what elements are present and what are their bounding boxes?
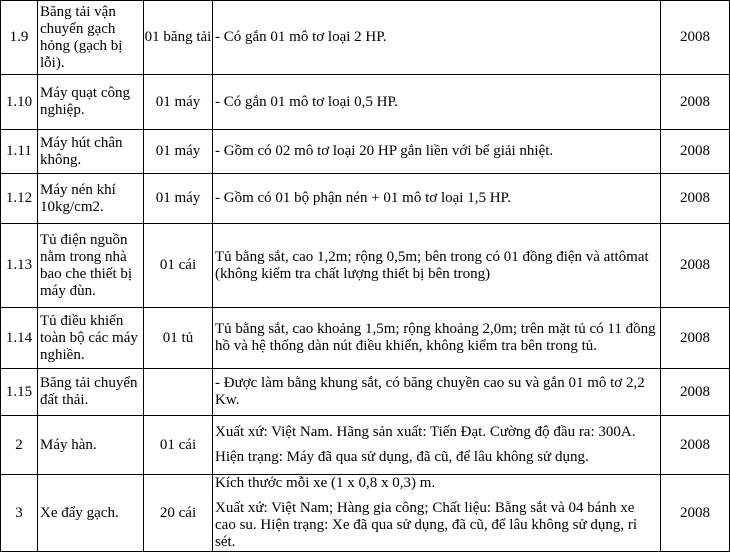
item-quantity: 01 tủ [144,308,213,369]
item-name: Máy nén khí 10kg/cm2. [38,174,144,224]
description-line: Xuất xứ: Việt Nam; Hàng gia công; Chất liệu: Bằng sắt và 04 bánh xe cao su. Hiện trạng: Xe đã qua sử dụng, đã cũ, để lâu không sử dụng, rỉ sét. [215,500,637,550]
item-quantity: 01 máy [144,130,213,174]
table-row [1,174,730,224]
description-line: - Được làm bằng khung sắt, có băng chuyền cao su và gắn 01 mô tơ 2,2 Kw. [215,375,645,408]
row-number: 1.11 [1,130,38,174]
item-year: 2008 [661,174,730,224]
item-name: Xe đẩy gạch. [38,475,144,552]
description-line: Hiện trạng: Máy đã qua sử dụng, đã cũ, để lâu không sử dụng. [215,449,589,465]
item-year: 2008 [661,369,730,416]
description-line: - Gồm có 01 bộ phận nén + 01 mô tơ loại 1,5 HP. [215,190,511,206]
item-name: Tủ điện nguồn nằm trong nhà bao che thiết bị máy đùn. [38,224,144,308]
table-row [1,416,730,475]
table-row [1,130,730,174]
description-line: Xuất xứ: Việt Nam. Hãng sản xuất: Tiến Đạt. Cường độ đầu ra: 300A. [215,424,636,440]
row-number: 1.12 [1,174,38,224]
item-quantity: 01 máy [144,75,213,130]
item-year: 2008 [661,1,730,75]
table-row [1,224,730,308]
item-quantity: 01 cái [144,416,213,475]
item-year: 2008 [661,130,730,174]
item-description [213,75,661,130]
item-description [213,369,661,416]
item-quantity: 01 cái [144,224,213,308]
item-name: Băng tải vận chuyển gạch hỏng (gạch bị lỗi). [38,1,144,75]
row-number: 3 [1,475,38,552]
table-row [1,308,730,369]
item-description [213,475,661,552]
row-number: 2 [1,416,38,475]
item-year: 2008 [661,224,730,308]
row-number: 1.15 [1,369,38,416]
item-name: Máy hút chân không. [38,130,144,174]
item-quantity: 20 cái [144,475,213,552]
row-number: 1.13 [1,224,38,308]
row-number: 1.9 [1,1,38,75]
item-year: 2008 [661,416,730,475]
item-description [213,416,661,475]
row-number: 1.14 [1,308,38,369]
item-quantity: 01 máy [144,174,213,224]
description-line: Tủ bằng sắt, cao khoảng 1,5m; rộng khoảng 2,0m; trên mặt tủ có 11 đồng hồ và hệ thống dàn nút điều khiển, không kiểm tra bên trong tủ. [215,321,656,354]
item-quantity [144,369,213,416]
item-quantity: 01 băng tải [144,1,213,75]
item-description [213,308,661,369]
item-description [213,224,661,308]
item-description [213,174,661,224]
description-line: Kích thước mỗi xe (1 x 0,8 x 0,3) m. [215,475,436,491]
item-year: 2008 [661,308,730,369]
item-description [213,1,661,75]
description-line: - Có gắn 01 mô tơ loại 2 HP. [215,29,387,45]
row-number: 1.10 [1,75,38,130]
item-year: 2008 [661,75,730,130]
description-line: - Có gắn 01 mô tơ loại 0,5 HP. [215,93,398,110]
item-description [213,130,661,174]
item-name: Băng tải chuyển đất thải. [38,369,144,416]
description-line: - Gồm có 02 mô tơ loại 20 HP gắn liền với bể giải nhiệt. [215,143,554,159]
item-year: 2008 [661,475,730,552]
table-row [1,369,730,416]
table-row [1,475,730,552]
description-line: Tủ bằng sắt, cao 1,2m; rộng 0,5m; bên trong có 01 đồng điện và attômat (không kiểm tra chất lượng thiết bị bên trong) [215,248,649,282]
item-name: Tủ điều khiển toàn bộ các máy nghiền. [38,308,144,369]
item-name: Máy hàn. [38,416,144,475]
table-row [1,75,730,130]
table-row [1,1,730,75]
item-name: Máy quạt công nghiệp. [38,75,144,130]
